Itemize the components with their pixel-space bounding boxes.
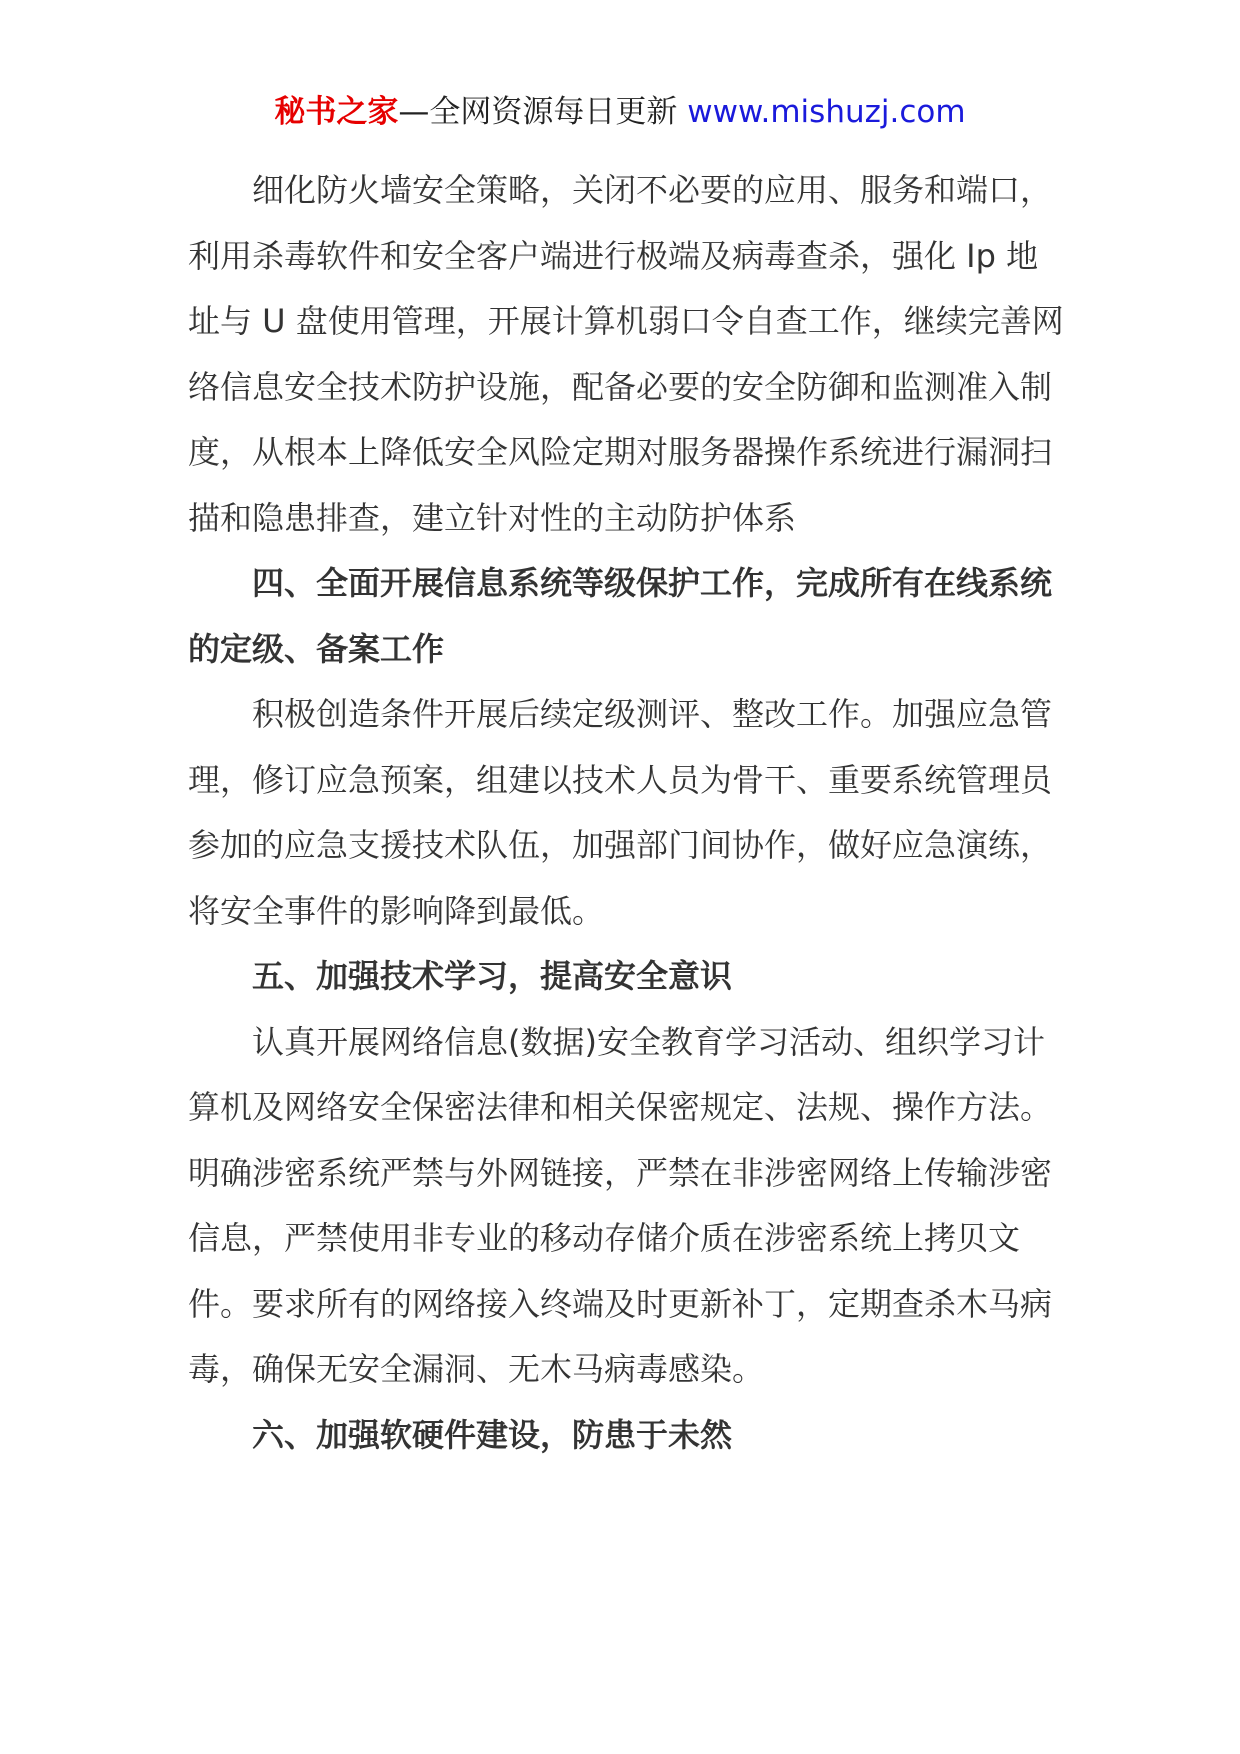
brand-name: 秘书之家	[274, 94, 399, 130]
paragraph-firewall: 细化防火墙安全策略，关闭不必要的应用、服务和端口，利用杀毒软件和安全客户端进行极端及病毒查杀，强化 Ip 地址与 U 盘使用管理，开展计算机弱口令自查工作，继续完善网络信息安全技术防护设施，配备必要的安全防御和监测准入制度，从根本上降低安全风险定期对服务器操作系统进行漏洞扫描和隐患排查，建立针对性的主动防护体系	[188, 171, 1064, 537]
section-heading-5: 五、加强技术学习，提高安全意识	[252, 957, 733, 995]
header-tagline: —全网资源每日更新	[398, 94, 688, 130]
paragraph-emergency: 积极创造条件开展后续定级测评、整改工作。加强应急管理，修订应急预案，组建以技术人员为骨干、重要系统管理员参加的应急支援技术队伍，加强部门间协作，做好应急演练，将安全事件的影响降到最低。	[188, 695, 1053, 930]
page-header	[0, 92, 1240, 132]
document-body	[188, 158, 1068, 1468]
section-heading-6: 六、加强软硬件建设，防患于未然	[252, 1415, 733, 1454]
section-heading-4: 四、全面开展信息系统等级保护工作，完成所有在线系统的定级、备案工作	[188, 564, 1053, 668]
paragraph-education: 认真开展网络信息(数据)安全教育学习活动、组织学习计算机及网络安全保密法律和相关保密规定、法规、操作方法。明确涉密系统严禁与外网链接，严禁在非涉密网络上传输涉密信息，严禁使用非专业的移动存储介质在涉密系统上拷贝文件。要求所有的网络接入终端及时更新补丁，定期查杀木马病毒，确保无安全漏洞、无木马病毒感染。	[188, 1022, 1053, 1388]
header-url-link[interactable]: www.mishuzj.com	[687, 94, 966, 130]
